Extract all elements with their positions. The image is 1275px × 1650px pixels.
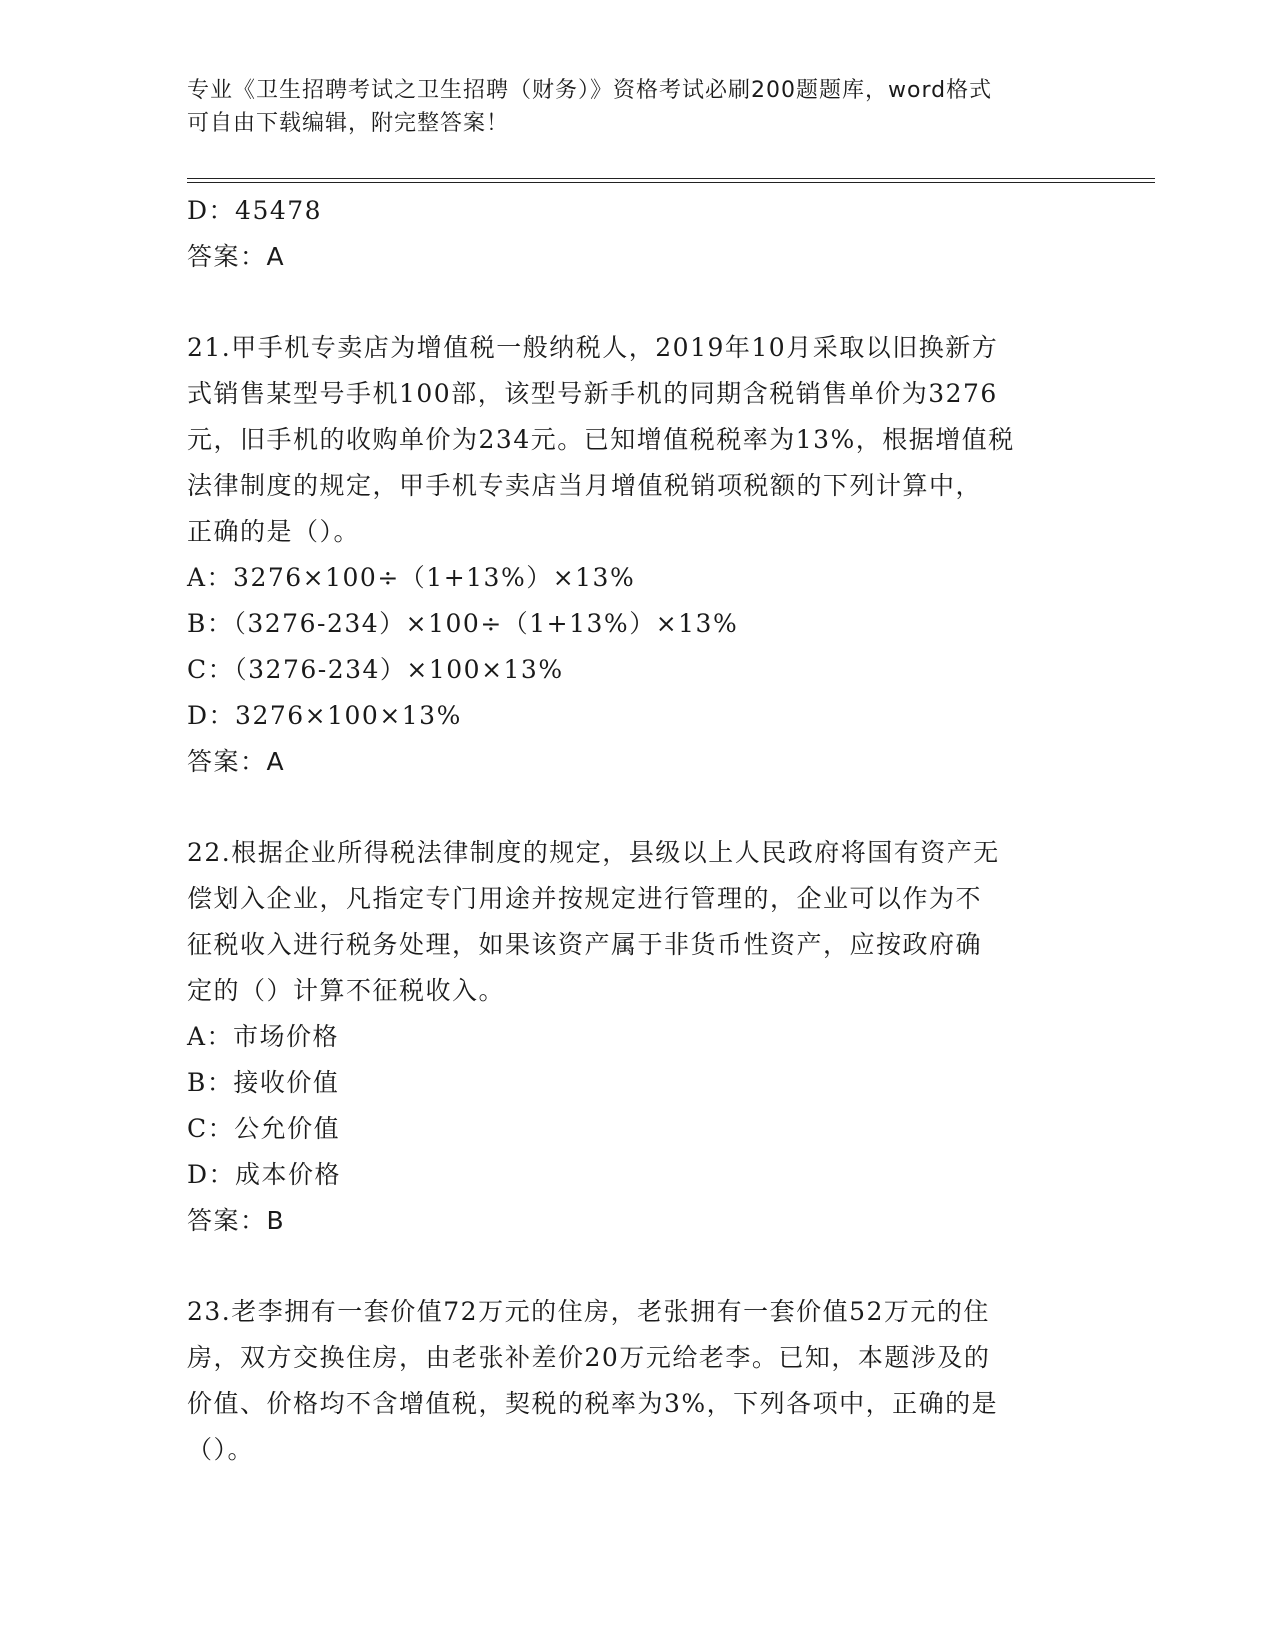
spacer [187,280,1087,325]
document-body [187,188,1087,1473]
question-text-line: 式销售某型号手机100部，该型号新手机的同期含税销售单价为3276 [187,379,998,408]
question-text-line: 21.甲手机专卖店为增值税一般纳税人，2019年10月采取以旧换新方 [187,333,999,362]
option-d: D：3276×100×13% [187,701,462,730]
question-21 [187,325,1087,785]
header-line-1: 专业《卫生招聘考试之卫生招聘（财务）》资格考试必刷200题题库，word格式 [187,78,993,103]
page-header [187,74,1087,140]
option-d: D：成本价格 [187,1160,342,1189]
option-a: A：3276×100÷（1+13%）×13% [187,563,636,592]
question-text-line: 23.老李拥有一套价值72万元的住房，老张拥有一套价值52万元的住 [187,1297,990,1326]
question-text-line: 偿划入企业，凡指定专门用途并按规定进行管理的，企业可以作为不 [187,884,983,913]
question-text-line: 定的（）计算不征税收入。 [187,976,506,1005]
question-text-line: 22.根据企业所得税法律制度的规定，县级以上人民政府将国有资产无 [187,838,1000,867]
answer-line: 答案：A [187,747,286,776]
answer-line: 答案：A [187,242,286,271]
previous-question-tail [187,188,1087,280]
option-c: C：公允价值 [187,1114,341,1143]
question-text-line: 法律制度的规定，甲手机专卖店当月增值税销项税额的下列计算中， [187,471,983,500]
header-divider [187,178,1155,183]
option-b: B：（3276-234）×100÷（1+13%）×13% [187,609,739,638]
question-text-line: 征税收入进行税务处理，如果该资产属于非货币性资产，应按政府确 [187,930,983,959]
question-text-line: 正确的是（）。 [187,517,361,546]
question-text-line: （）。 [187,1435,255,1464]
question-23 [187,1289,1087,1473]
header-line-2: 可自由下载编辑，附完整答案！ [187,111,510,136]
question-22 [187,830,1087,1244]
option-d: D：45478 [187,196,323,225]
option-a: A：市场价格 [187,1022,340,1051]
answer-line: 答案：B [187,1206,286,1235]
spacer [187,1244,1087,1289]
option-b: B：接收价值 [187,1068,340,1097]
question-text-line: 房，双方交换住房，由老张补差价20万元给老李。已知，本题涉及的 [187,1343,991,1372]
question-text-line: 价值、价格均不含增值税，契税的税率为3%，下列各项中，正确的是 [187,1389,999,1418]
option-c: C：（3276-234）×100×13% [187,655,564,684]
question-text-line: 元，旧手机的收购单价为234元。已知增值税税率为13%，根据增值税 [187,425,1015,454]
spacer [187,785,1087,830]
